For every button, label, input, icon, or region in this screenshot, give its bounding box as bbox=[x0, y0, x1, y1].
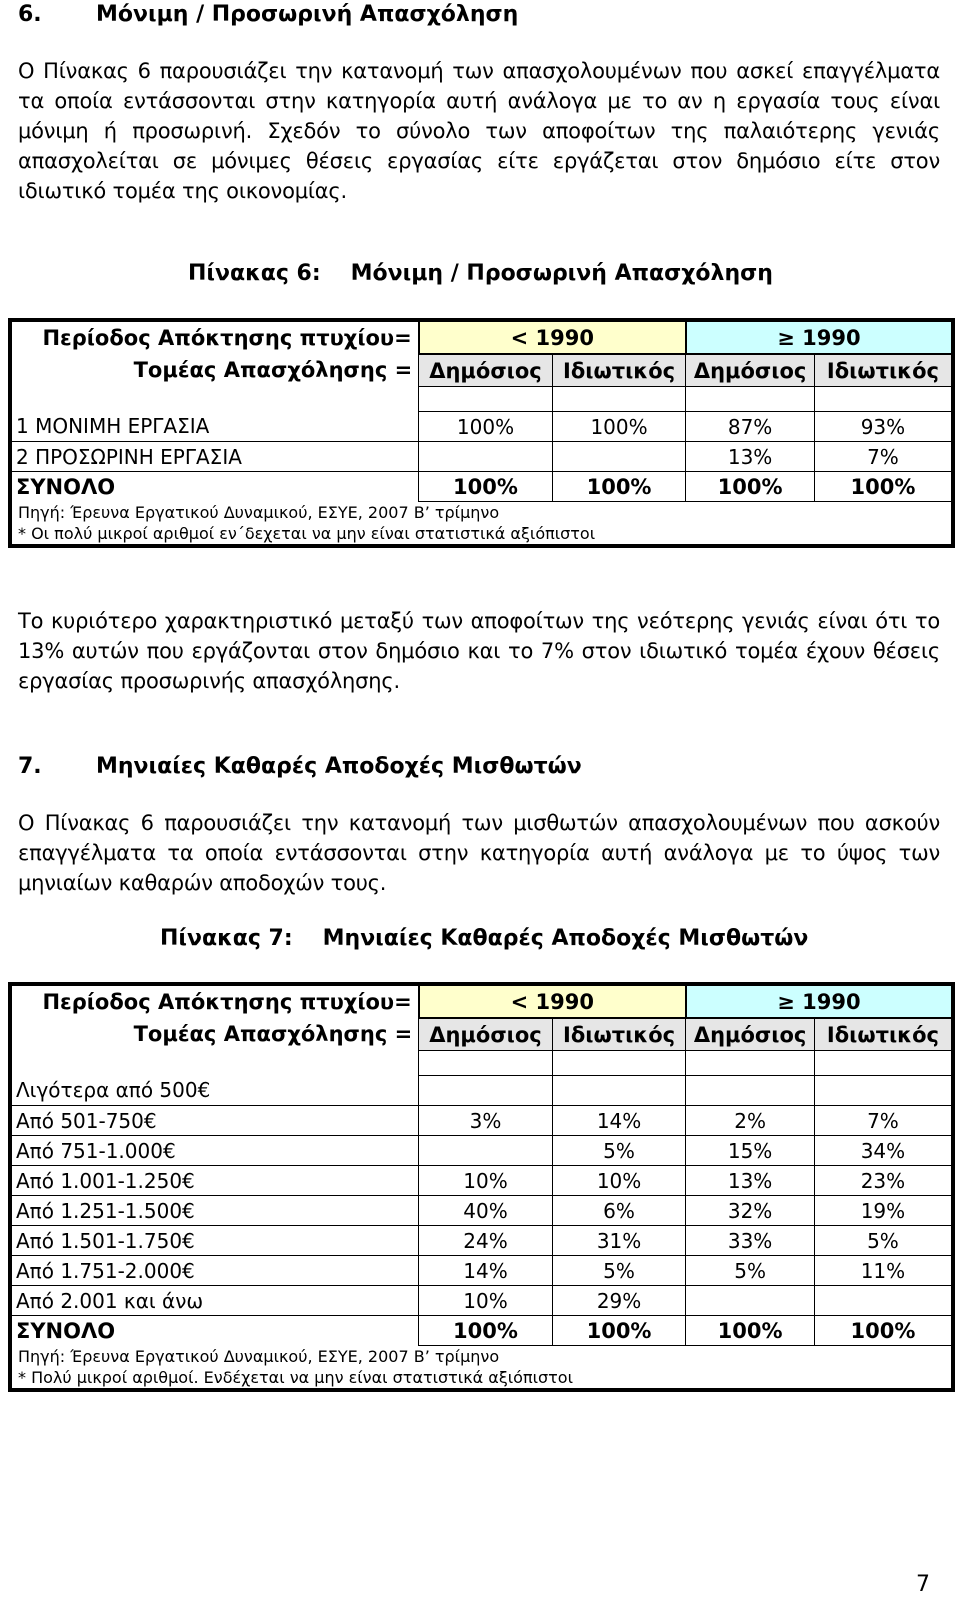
cell-value: 7% bbox=[814, 442, 953, 472]
cell-value bbox=[814, 1076, 953, 1106]
cell-value bbox=[552, 442, 686, 472]
table-row bbox=[10, 1106, 953, 1136]
total-value: 100% bbox=[552, 472, 686, 502]
table-row bbox=[10, 1196, 953, 1226]
row-label: Λιγότερα από 500€ bbox=[10, 1076, 419, 1106]
cell-value: 87% bbox=[686, 412, 815, 442]
cell-value: 11% bbox=[814, 1256, 953, 1286]
table-row bbox=[10, 1226, 953, 1256]
table-6-spacer-row bbox=[10, 387, 953, 412]
table-7-caption-label: Πίνακας 7: bbox=[160, 926, 293, 951]
table-row bbox=[10, 1286, 953, 1316]
row-label: Από 1.001-1.250€ bbox=[10, 1166, 419, 1196]
cell-value bbox=[419, 1076, 553, 1106]
section-6-conclusion: Το κυριότερο χαρακτηριστικό μεταξύ των αποφοίτων της νεότερης γενιάς είναι ότι το 13% αυτών που εργάζονται στον δημόσιο και το 7% στον ιδιωτικό τομέα έχουν θέσεις εργασίας προσωρινής απασχόλησης. bbox=[18, 609, 940, 693]
cell-value: 23% bbox=[814, 1166, 953, 1196]
table-6-period-after: ≥ 1990 bbox=[686, 320, 953, 354]
spacer-cell bbox=[10, 387, 419, 412]
total-value: 100% bbox=[686, 472, 815, 502]
table-row bbox=[10, 1166, 953, 1196]
table-6-source: Πηγή: Έρευνα Εργατικού Δυναμικού, ΕΣΥΕ, 2007 Β’ τρίμηνο bbox=[18, 503, 500, 522]
table-7-period-before: < 1990 bbox=[419, 984, 686, 1018]
spacer-cell bbox=[814, 1051, 953, 1076]
cell-value: 5% bbox=[814, 1226, 953, 1256]
section-7-intro: Ο Πίνακας 6 παρουσιάζει την κατανομή των μισθωτών απασχολουμένων που ασκούν επαγγέλματα τα οποία εντάσσονται στην κατηγορία αυτή ανάλογα με το ύψος των μηνιαίων καθαρών αποδοχών τους. bbox=[18, 811, 940, 895]
row-label: Από 751-1.000€ bbox=[10, 1136, 419, 1166]
table-6-caption bbox=[188, 261, 773, 286]
cell-value: 93% bbox=[814, 412, 953, 442]
table-6-col-private-1: Ιδιωτικός bbox=[552, 354, 686, 387]
total-value: 100% bbox=[686, 1316, 815, 1346]
cell-value: 5% bbox=[686, 1256, 815, 1286]
table-row bbox=[10, 442, 953, 472]
table-7-total-row bbox=[10, 1316, 953, 1346]
cell-value: 13% bbox=[686, 1166, 815, 1196]
cell-value: 14% bbox=[419, 1256, 553, 1286]
section-7-title: Μηνιαίες Καθαρές Αποδοχές Μισθωτών bbox=[96, 754, 582, 779]
section-7-number: 7. bbox=[18, 754, 42, 779]
total-label: ΣΥΝΟΛΟ bbox=[16, 474, 116, 499]
cell-value: 10% bbox=[552, 1166, 686, 1196]
cell-value: 13% bbox=[686, 442, 815, 472]
table-6-footnote-row bbox=[10, 523, 953, 546]
table-7-footnote-row bbox=[10, 1367, 953, 1390]
table-6 bbox=[8, 318, 955, 548]
table-7-footnote: * Πολύ μικροί αριθμοί. Ενδέχεται να μην είναι στατιστικά αξιόπιστοι bbox=[18, 1368, 573, 1387]
cell-value: 10% bbox=[419, 1286, 553, 1316]
total-value: 100% bbox=[814, 1316, 953, 1346]
table-7-period-after: ≥ 1990 bbox=[686, 984, 953, 1018]
cell-value bbox=[419, 442, 553, 472]
table-6-sector-label: Τομέας Απασχόλησης = bbox=[133, 358, 413, 383]
total-value: 100% bbox=[814, 472, 953, 502]
cell-value: 32% bbox=[686, 1196, 815, 1226]
cell-value bbox=[686, 1286, 815, 1316]
spacer-cell bbox=[686, 1051, 815, 1076]
table-7-col-public-1: Δημόσιος bbox=[419, 1018, 553, 1051]
table-6-total-row bbox=[10, 472, 953, 502]
row-label: Από 1.251-1.500€ bbox=[10, 1196, 419, 1226]
cell-value: 34% bbox=[814, 1136, 953, 1166]
cell-value: 7% bbox=[814, 1106, 953, 1136]
table-6-period-label: Περίοδος Απόκτησης πτυχίου= bbox=[42, 326, 412, 350]
table-6-footnote: * Οι πολύ μικροί αριθμοί εν΄δεχεται να μην είναι στατιστικά αξιόπιστοι bbox=[18, 524, 596, 543]
table-7 bbox=[8, 982, 955, 1392]
row-label: Από 501-750€ bbox=[10, 1106, 419, 1136]
cell-value: 3% bbox=[419, 1106, 553, 1136]
cell-value: 6% bbox=[552, 1196, 686, 1226]
total-value: 100% bbox=[552, 1316, 686, 1346]
table-7-col-private-2: Ιδιωτικός bbox=[814, 1018, 953, 1051]
spacer-cell bbox=[686, 387, 815, 412]
cell-value: 40% bbox=[419, 1196, 553, 1226]
cell-value: 2% bbox=[686, 1106, 815, 1136]
table-7-col-private-1: Ιδιωτικός bbox=[552, 1018, 686, 1051]
cell-value bbox=[814, 1286, 953, 1316]
table-7-sector-row bbox=[10, 1018, 953, 1051]
table-6-caption-title: Μόνιμη / Προσωρινή Απασχόληση bbox=[350, 261, 773, 286]
table-6-period-row bbox=[10, 320, 953, 354]
row-label: 2 ΠΡΟΣΩΡΙΝΗ ΕΡΓΑΣΙΑ bbox=[10, 442, 419, 472]
row-label: 1 ΜΟΝΙΜΗ ΕΡΓΑΣΙΑ bbox=[10, 412, 419, 442]
table-row bbox=[10, 1136, 953, 1166]
spacer-cell bbox=[419, 1051, 553, 1076]
row-label: Από 2.001 και άνω bbox=[10, 1286, 419, 1316]
row-label: Από 1.751-2.000€ bbox=[10, 1256, 419, 1286]
table-7-period-row bbox=[10, 984, 953, 1018]
table-7-col-public-2: Δημόσιος bbox=[686, 1018, 815, 1051]
cell-value: 24% bbox=[419, 1226, 553, 1256]
table-7-spacer-row bbox=[10, 1051, 953, 1076]
total-label: ΣΥΝΟΛΟ bbox=[16, 1318, 116, 1343]
cell-value: 31% bbox=[552, 1226, 686, 1256]
section-6-heading bbox=[18, 2, 518, 27]
row-label: Από 1.501-1.750€ bbox=[10, 1226, 419, 1256]
cell-value: 19% bbox=[814, 1196, 953, 1226]
spacer-cell bbox=[552, 387, 686, 412]
section-6-number: 6. bbox=[18, 2, 42, 27]
table-6-caption-label: Πίνακας 6: bbox=[188, 261, 321, 286]
table-7-source: Πηγή: Έρευνα Εργατικού Δυναμικού, ΕΣΥΕ, 2007 Β’ τρίμηνο bbox=[18, 1347, 500, 1366]
cell-value: 5% bbox=[552, 1256, 686, 1286]
cell-value bbox=[686, 1076, 815, 1106]
cell-value bbox=[419, 1136, 553, 1166]
cell-value: 14% bbox=[552, 1106, 686, 1136]
cell-value: 33% bbox=[686, 1226, 815, 1256]
cell-value: 15% bbox=[686, 1136, 815, 1166]
spacer-cell bbox=[10, 1051, 419, 1076]
table-6-col-private-2: Ιδιωτικός bbox=[814, 354, 953, 387]
table-row bbox=[10, 1256, 953, 1286]
table-7-sector-label: Τομέας Απασχόλησης = bbox=[133, 1022, 413, 1047]
spacer-cell bbox=[552, 1051, 686, 1076]
page-number: 7 bbox=[916, 1572, 930, 1597]
table-7-period-label: Περίοδος Απόκτησης πτυχίου= bbox=[42, 990, 412, 1014]
table-6-source-row bbox=[10, 502, 953, 524]
table-6-col-public-2: Δημόσιος bbox=[686, 354, 815, 387]
section-6-intro: Ο Πίνακας 6 παρουσιάζει την κατανομή των απασχολουμένων που ασκεί επαγγέλματα τα οποία εντάσσονται στην κατηγορία αυτή ανάλογα με το αν η εργασία τους είναι μόνιμη ή προσωρινή. Σχεδόν το σύνολο των αποφοίτων της παλαιότερης γενιάς απασχολείται σε μόνιμες θέσεις εργασίας είτε εργάζεται στον δημόσιο είτε στον ιδιωτικό τομέα της οικονομίας. bbox=[18, 59, 940, 203]
table-row bbox=[10, 1076, 953, 1106]
table-6-sector-row bbox=[10, 354, 953, 387]
total-value: 100% bbox=[419, 1316, 553, 1346]
cell-value: 5% bbox=[552, 1136, 686, 1166]
table-row bbox=[10, 412, 953, 442]
total-value: 100% bbox=[419, 472, 553, 502]
table-6-period-before: < 1990 bbox=[419, 320, 686, 354]
table-7-caption-title: Μηνιαίες Καθαρές Αποδοχές Μισθωτών bbox=[322, 926, 809, 951]
cell-value: 100% bbox=[552, 412, 686, 442]
section-7-heading bbox=[18, 754, 582, 779]
section-6-title: Μόνιμη / Προσωρινή Απασχόληση bbox=[96, 2, 519, 27]
spacer-cell bbox=[419, 387, 553, 412]
cell-value: 10% bbox=[419, 1166, 553, 1196]
cell-value: 100% bbox=[419, 412, 553, 442]
spacer-cell bbox=[814, 387, 953, 412]
cell-value: 29% bbox=[552, 1286, 686, 1316]
table-7-source-row bbox=[10, 1346, 953, 1368]
cell-value bbox=[552, 1076, 686, 1106]
table-6-col-public-1: Δημόσιος bbox=[419, 354, 553, 387]
table-7-caption bbox=[160, 926, 808, 951]
